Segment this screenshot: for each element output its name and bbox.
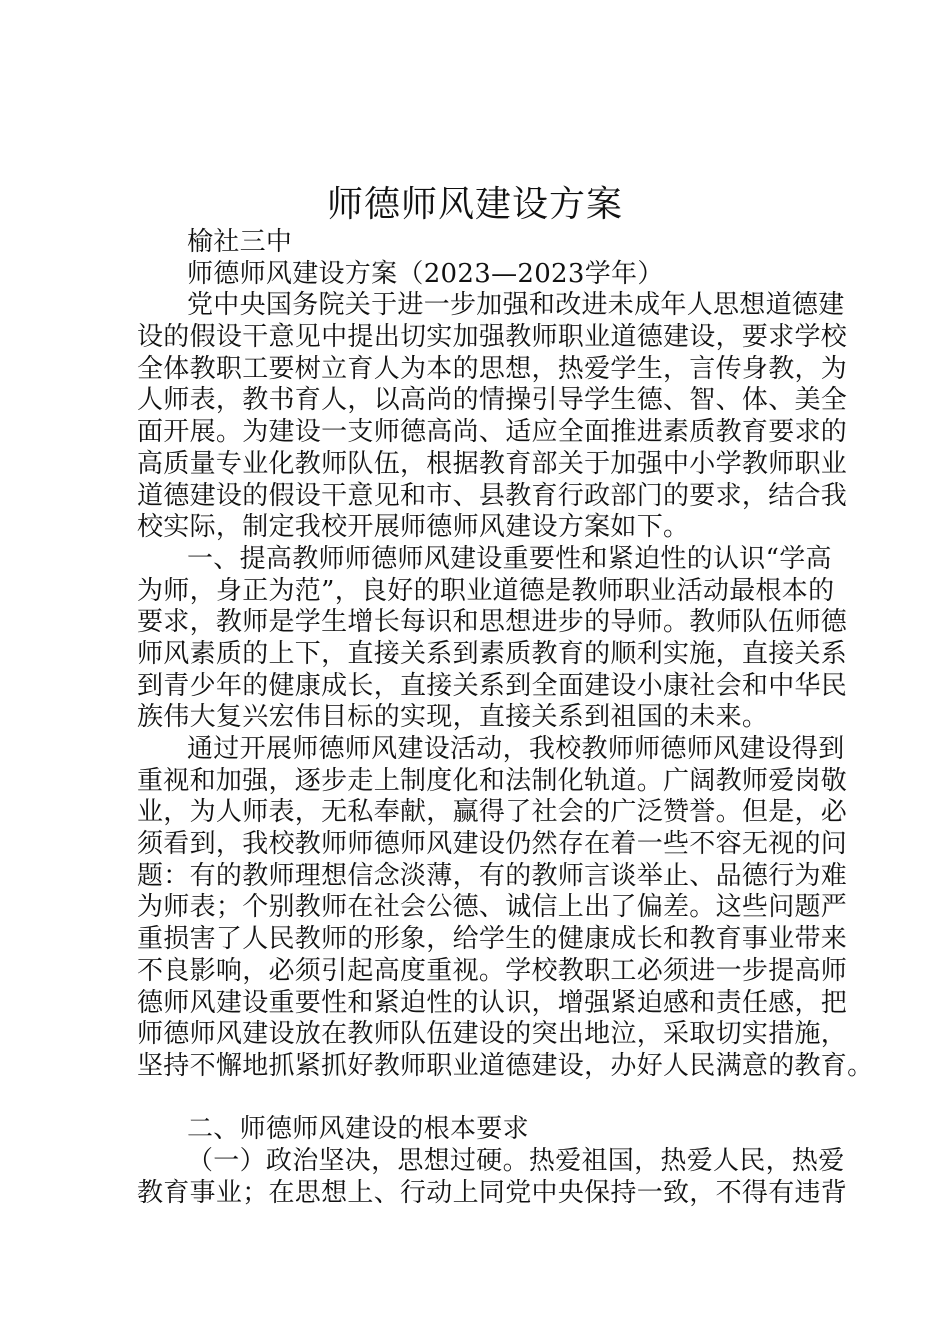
paragraph-line: 不良影响，必须引起高度重视。学校教职工必须进一步提高师	[137, 955, 848, 986]
paragraph-line: 师德师风建设放在教师队伍建设的突出地泣，采取切实措施，	[137, 1019, 848, 1050]
section-heading: 二、师德师风建设的根本要求	[187, 1114, 529, 1145]
paragraph-line: 党中央国务院关于进一步加强和改进未成年人思想道德建	[187, 290, 845, 321]
paragraph-line: 设的假设干意见中提出切实加强教师职业道德建设，要求学校	[137, 322, 848, 353]
section-paragraph	[137, 1146, 857, 1209]
paragraph-line: 族伟大复兴宏伟目标的实现，直接关系到祖国的未来。	[137, 702, 769, 733]
paragraph-line: 一、提高教师师德师风建设重要性和紧迫性的认识“学高	[187, 543, 832, 574]
paragraph-line: 德师风建设重要性和紧迫性的认识，增强紧迫感和责任感，把	[137, 987, 848, 1018]
paragraph-line: 师风素质的上下，直接关系到素质教育的顺利实施，直接关系	[137, 638, 848, 669]
paragraph-line: 面开展。为建设一支师德高尚、适应全面推进素质教育要求的	[137, 417, 848, 448]
paragraph-line: 高质量专业化教师队伍，根据教育部关于加强中小学教师职业	[137, 448, 848, 479]
paragraph-line: 教育事业；在思想上、行动上同党中央保持一致，不得有违背	[137, 1177, 848, 1208]
paragraph-line: 须看到，我校教师师德师风建设仍然存在着一些不容无视的问	[137, 829, 848, 860]
paragraph-line: 人师表，教书育人，以高尚的情操引导学生德、智、体、美全	[137, 385, 848, 416]
paragraph	[137, 544, 857, 734]
paragraph-line: 重损害了人民教师的形象，给学生的健康成长和教育事业带来	[137, 924, 848, 955]
paragraph-line: 到青少年的健康成长，直接关系到全面建设小康社会和中华民	[137, 670, 848, 701]
paragraph	[137, 734, 874, 1083]
paragraph-line: 全体教职工要树立育人为本的思想，热爱学生，言传身教，为	[137, 353, 848, 384]
paragraph-line: 要求，教师是学生增长每识和思想进步的导师。教师队伍师德	[137, 607, 848, 638]
paragraph-line: 重视和加强，逐步走上制度化和法制化轨道。广阔教师爱岗敬	[137, 765, 848, 796]
document-subtitle: 师德师风建设方案（2023—2023学年）	[187, 258, 664, 289]
paragraph-line: 业，为人师表，无私奉献，赢得了社会的广泛赞誉。但是，必	[137, 797, 848, 828]
paragraph-line: 通过开展师德师风建设活动，我校教师师德师风建设得到	[187, 734, 845, 764]
paragraph-line: 道德建设的假设干意见和市、县教育行政部门的要求，结合我	[137, 480, 848, 511]
paragraph-line: （一）政治坚决，思想过硬。热爱祖国，热爱人民，热爱	[187, 1145, 845, 1176]
paragraph-line: 为师表；个别教师在社会公德、诚信上出了偏差。这些问题严	[137, 892, 848, 923]
paragraph-line: 坚持不懈地抓紧抓好教师职业道德建设，办好人民满意的教育。	[137, 1050, 874, 1081]
paragraph-line: 校实际，制定我校开展师德师风建设方案如下。	[137, 512, 690, 543]
blank-line	[137, 1083, 857, 1115]
paragraphs	[137, 290, 874, 1082]
paragraph-line: 为师，身正为范”，良好的职业道德是教师职业活动最根本的	[137, 575, 835, 606]
paragraph	[137, 290, 857, 544]
document-title: 师德师风建设方案	[326, 184, 623, 225]
paragraph-line: 题：有的教师理想信念淡薄，有的教师言谈举止、品德行为难	[137, 860, 848, 891]
school-name: 榆社三中	[187, 227, 293, 257]
document-body	[137, 227, 874, 1209]
